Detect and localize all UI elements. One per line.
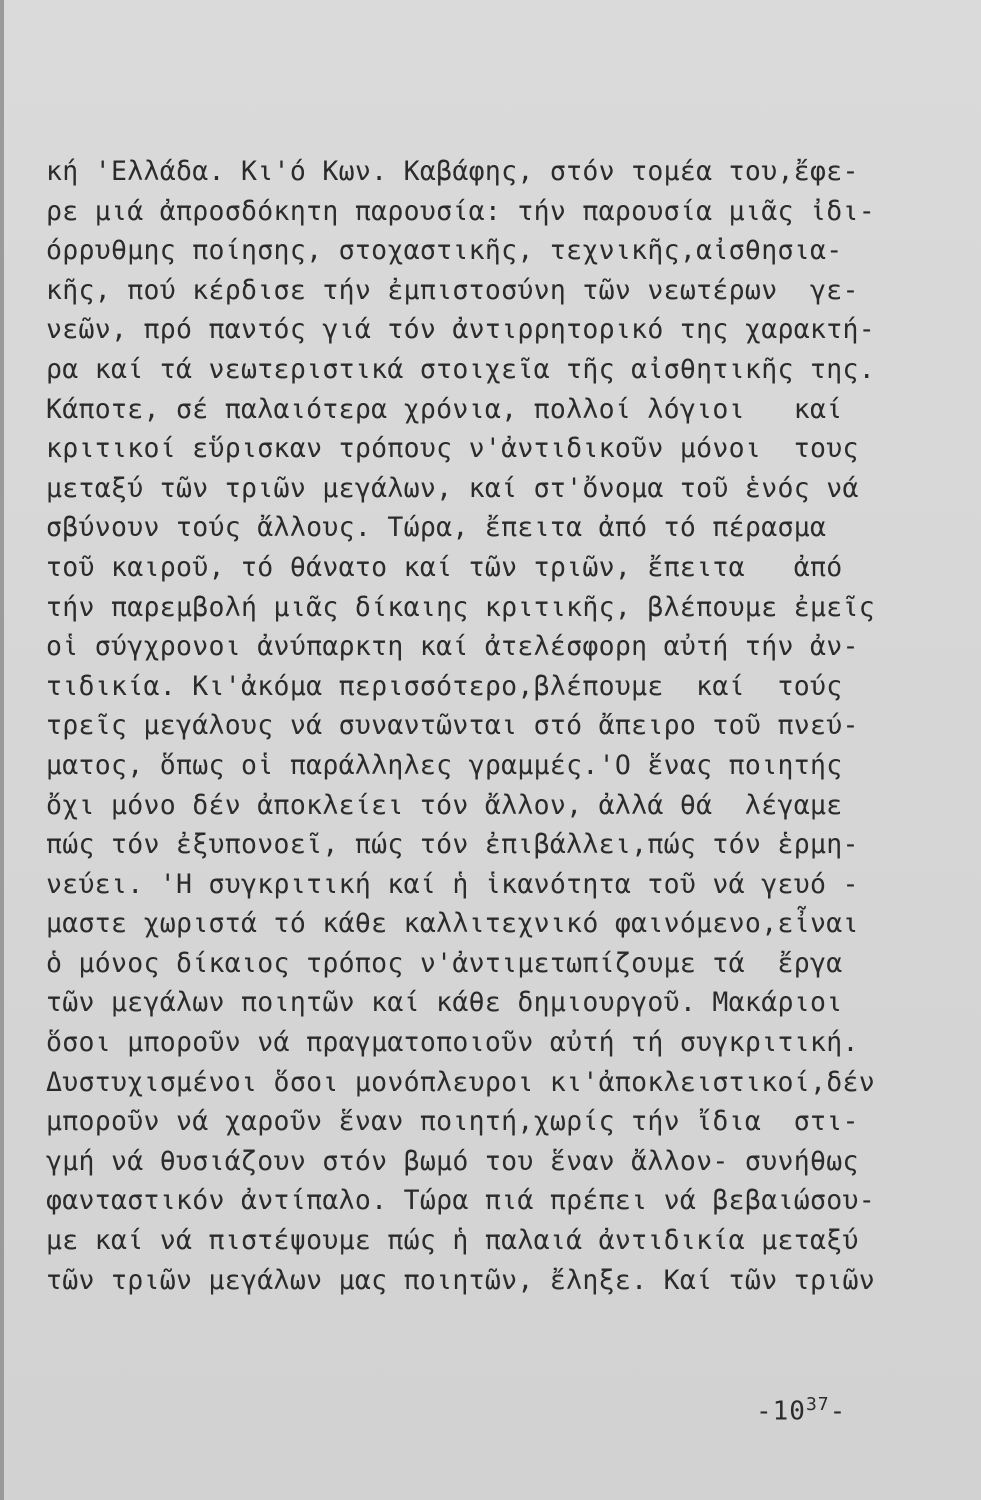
text-line: σβύνουν τούς ἄλλους. Τώρα, ἔπειτα ἀπό τό πέρασμα	[46, 512, 827, 544]
text-line: μαστε χωριστά τό κάθε καλλιτεχνικό φαινόμενο,εἶναι	[46, 908, 859, 940]
text-line: γμή νά θυσιάζουν στόν βωμό του ἕναν ἄλλον- συνήθως	[46, 1145, 859, 1177]
text-line: κριτικοί εὕρισκαν τρόπους ν'ἀντιδικοῦν μόνοι τους	[46, 433, 859, 465]
text-line: ὅσοι μποροῦν νά πραγματοποιοῦν αὐτή τή συγκριτική.	[46, 1027, 859, 1059]
text-line: όρρυθμης ποίησης, στοχαστικῆς, τεχνικῆς,αἰσθησια-	[46, 235, 843, 267]
text-line: ρε μιά ἀπροσδόκητη παρουσία: τήν παρουσία μιᾶς ἰδι-	[46, 195, 875, 227]
text-line: μποροῦν νά χαροῦν ἕναν ποιητή,χωρίς τήν ἴδια στι-	[46, 1106, 859, 1138]
page-number	[756, 1394, 846, 1427]
text-line: με καί νά πιστέψουμε πώς ἡ παλαιά ἀντιδικία μεταξύ	[46, 1225, 859, 1257]
text-line: κή 'Ελλάδα. Κι'ό Κων. Καβάφης, στόν τομέα του,ἔφε-	[46, 156, 859, 187]
text-line: νεύει. 'Η συγκριτική καί ἡ ἱκανότητα τοῦ νά γευό -	[46, 868, 859, 900]
text-line: τῶν μεγάλων ποιητῶν καί κάθε δημιουργοῦ. Μακάριοι	[46, 987, 843, 1019]
text-line: τιδικία. Κι'ἀκόμα περισσότερο,βλέπουμε καί τούς	[46, 670, 843, 702]
text-line: ρα καί τά νεωτεριστικά στοιχεῖα τῆς αἰσθητικῆς της.	[46, 353, 875, 385]
text-line: μεταξύ τῶν τριῶν μεγάλων, καί στ'ὄνομα τοῦ ἑνός νά	[46, 472, 859, 504]
text-line: Δυστυχισμένοι ὅσοι μονόπλευροι κι'ἀποκλειστικοί,δέν	[46, 1066, 875, 1098]
body-text	[46, 152, 906, 1300]
page-number-dash: -	[829, 1396, 847, 1427]
text-line: τήν παρεμβολή μιᾶς δίκαιης κριτικῆς, βλέπουμε ἐμεῖς	[46, 591, 875, 623]
text-line: ὄχι μόνο δέν ἀποκλείει τόν ἄλλον, ἀλλά θά λέγαμε	[46, 789, 843, 821]
text-line: ὁ μόνος δίκαιος τρόπος ν'ἀντιμετωπίζουμε τά ἔργα	[46, 947, 843, 979]
text-line: ματος, ὅπως οἱ παράλληλες γραμμές.'Ο ἕνας ποιητής	[46, 749, 843, 781]
text-line: τρεῖς μεγάλους νά συναντῶνται στό ἄπειρο τοῦ πνεύ-	[46, 710, 859, 742]
text-line: κῆς, πού κέρδισε τήν ἐμπιστοσύνη τῶν νεωτέρων γε-	[46, 274, 859, 306]
page-number-superscript: 37	[805, 1394, 830, 1415]
text-line: πώς τόν ἐξυπονοεῖ, πώς τόν ἐπιβάλλει,πώς τόν ἑρμη-	[46, 829, 859, 861]
text-line: Κάποτε, σέ παλαιότερα χρόνια, πολλοί λόγιοι καί	[46, 393, 843, 425]
text-line: τοῦ καιροῦ, τό θάνατο καί τῶν τριῶν, ἔπειτα ἀπό	[46, 551, 843, 583]
text-line: οἱ σύγχρονοι ἀνύπαρκτη καί ἀτελέσφορη αὐτή τήν ἀν-	[46, 631, 859, 663]
text-line: νεῶν, πρό παντός γιά τόν ἀντιρρητορικό της χαρακτή-	[46, 314, 875, 346]
text-line: φανταστικόν ἀντίπαλο. Τώρα πιά πρέπει νά βεβαιώσου-	[46, 1185, 875, 1217]
page-number-main: -10	[756, 1396, 806, 1427]
text-line: τῶν τριῶν μεγάλων μας ποιητῶν, ἔληξε. Καί τῶν τριῶν	[46, 1264, 875, 1296]
page-binding-edge	[0, 0, 4, 1500]
